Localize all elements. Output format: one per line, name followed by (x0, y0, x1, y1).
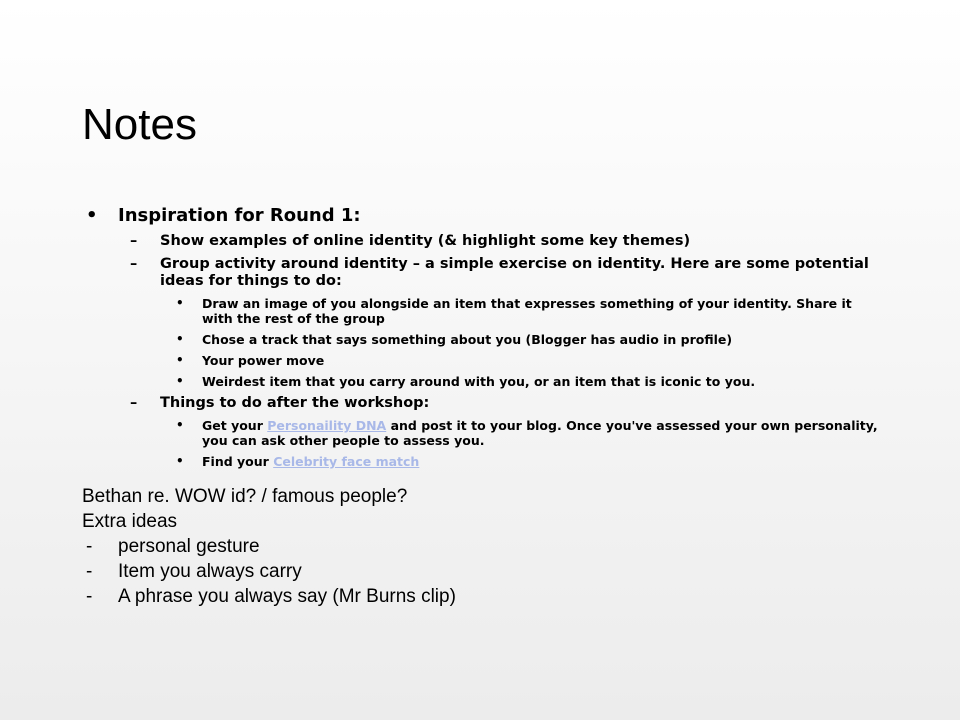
extra-item-text: Item you always carry (118, 561, 302, 582)
after-text-pre: Find your (202, 454, 274, 469)
sub-item (130, 395, 882, 412)
bullet-icon: • (176, 454, 184, 468)
sub-item-text: Group activity around identity – a simple exercise on identity. Here are some potential ideas for things to do: (160, 256, 869, 289)
dash-icon: – (130, 256, 138, 272)
round-heading-item (82, 205, 882, 227)
round-heading: Inspiration for Round 1: (118, 205, 361, 226)
celebrity-face-match-link[interactable]: Celebrity face match (273, 454, 420, 469)
idea-item (176, 374, 882, 389)
bethan-note: Bethan re. WOW id? / famous people? (82, 486, 408, 507)
idea-text: Draw an image of you alongside an item that expresses something of your identity. Share it with the rest of the group (202, 296, 852, 326)
bullet-icon: • (176, 418, 184, 432)
extra-item (82, 559, 456, 584)
after-item (176, 454, 882, 469)
extra-item-text: personal gesture (118, 536, 260, 557)
slide-content (82, 205, 882, 475)
sub-item (130, 256, 882, 290)
sub-item (130, 233, 882, 250)
dash-icon: – (130, 395, 138, 411)
bullet-icon: • (176, 374, 184, 388)
after-text-post: and post it to your blog. Once you've assessed your own personality, you can ask other people to assess you. (202, 418, 878, 448)
idea-text: Your power move (202, 353, 325, 368)
extra-heading: Extra ideas (82, 511, 178, 532)
bullet-icon: • (176, 296, 184, 310)
sub-item-text: Show examples of online identity (& highlight some key themes) (160, 233, 691, 249)
after-item (176, 418, 882, 448)
extra-item (82, 584, 456, 609)
extra-item-text: A phrase you always say (Mr Burns clip) (118, 586, 456, 607)
dash-icon: - (86, 586, 93, 607)
extra-item (82, 534, 456, 559)
idea-item (176, 353, 882, 368)
extra-notes (82, 484, 456, 609)
dash-icon: – (130, 233, 138, 249)
slide-title: Notes (82, 100, 197, 149)
idea-item (176, 296, 882, 326)
sub-item-text: Things to do after the workshop: (160, 395, 430, 411)
idea-text: Weirdest item that you carry around with you, or an item that is iconic to you. (202, 374, 756, 389)
dash-icon: - (86, 536, 93, 557)
after-text-pre: Get your (202, 418, 268, 433)
dash-icon: - (86, 561, 93, 582)
idea-item (176, 332, 882, 347)
bullet-icon: • (176, 353, 184, 367)
personality-dna-link[interactable]: Personaility DNA (267, 418, 387, 433)
bullet-icon: • (176, 332, 184, 346)
idea-text: Chose a track that says something about you (Blogger has audio in profile) (202, 332, 733, 347)
bullet-icon: • (86, 205, 98, 226)
